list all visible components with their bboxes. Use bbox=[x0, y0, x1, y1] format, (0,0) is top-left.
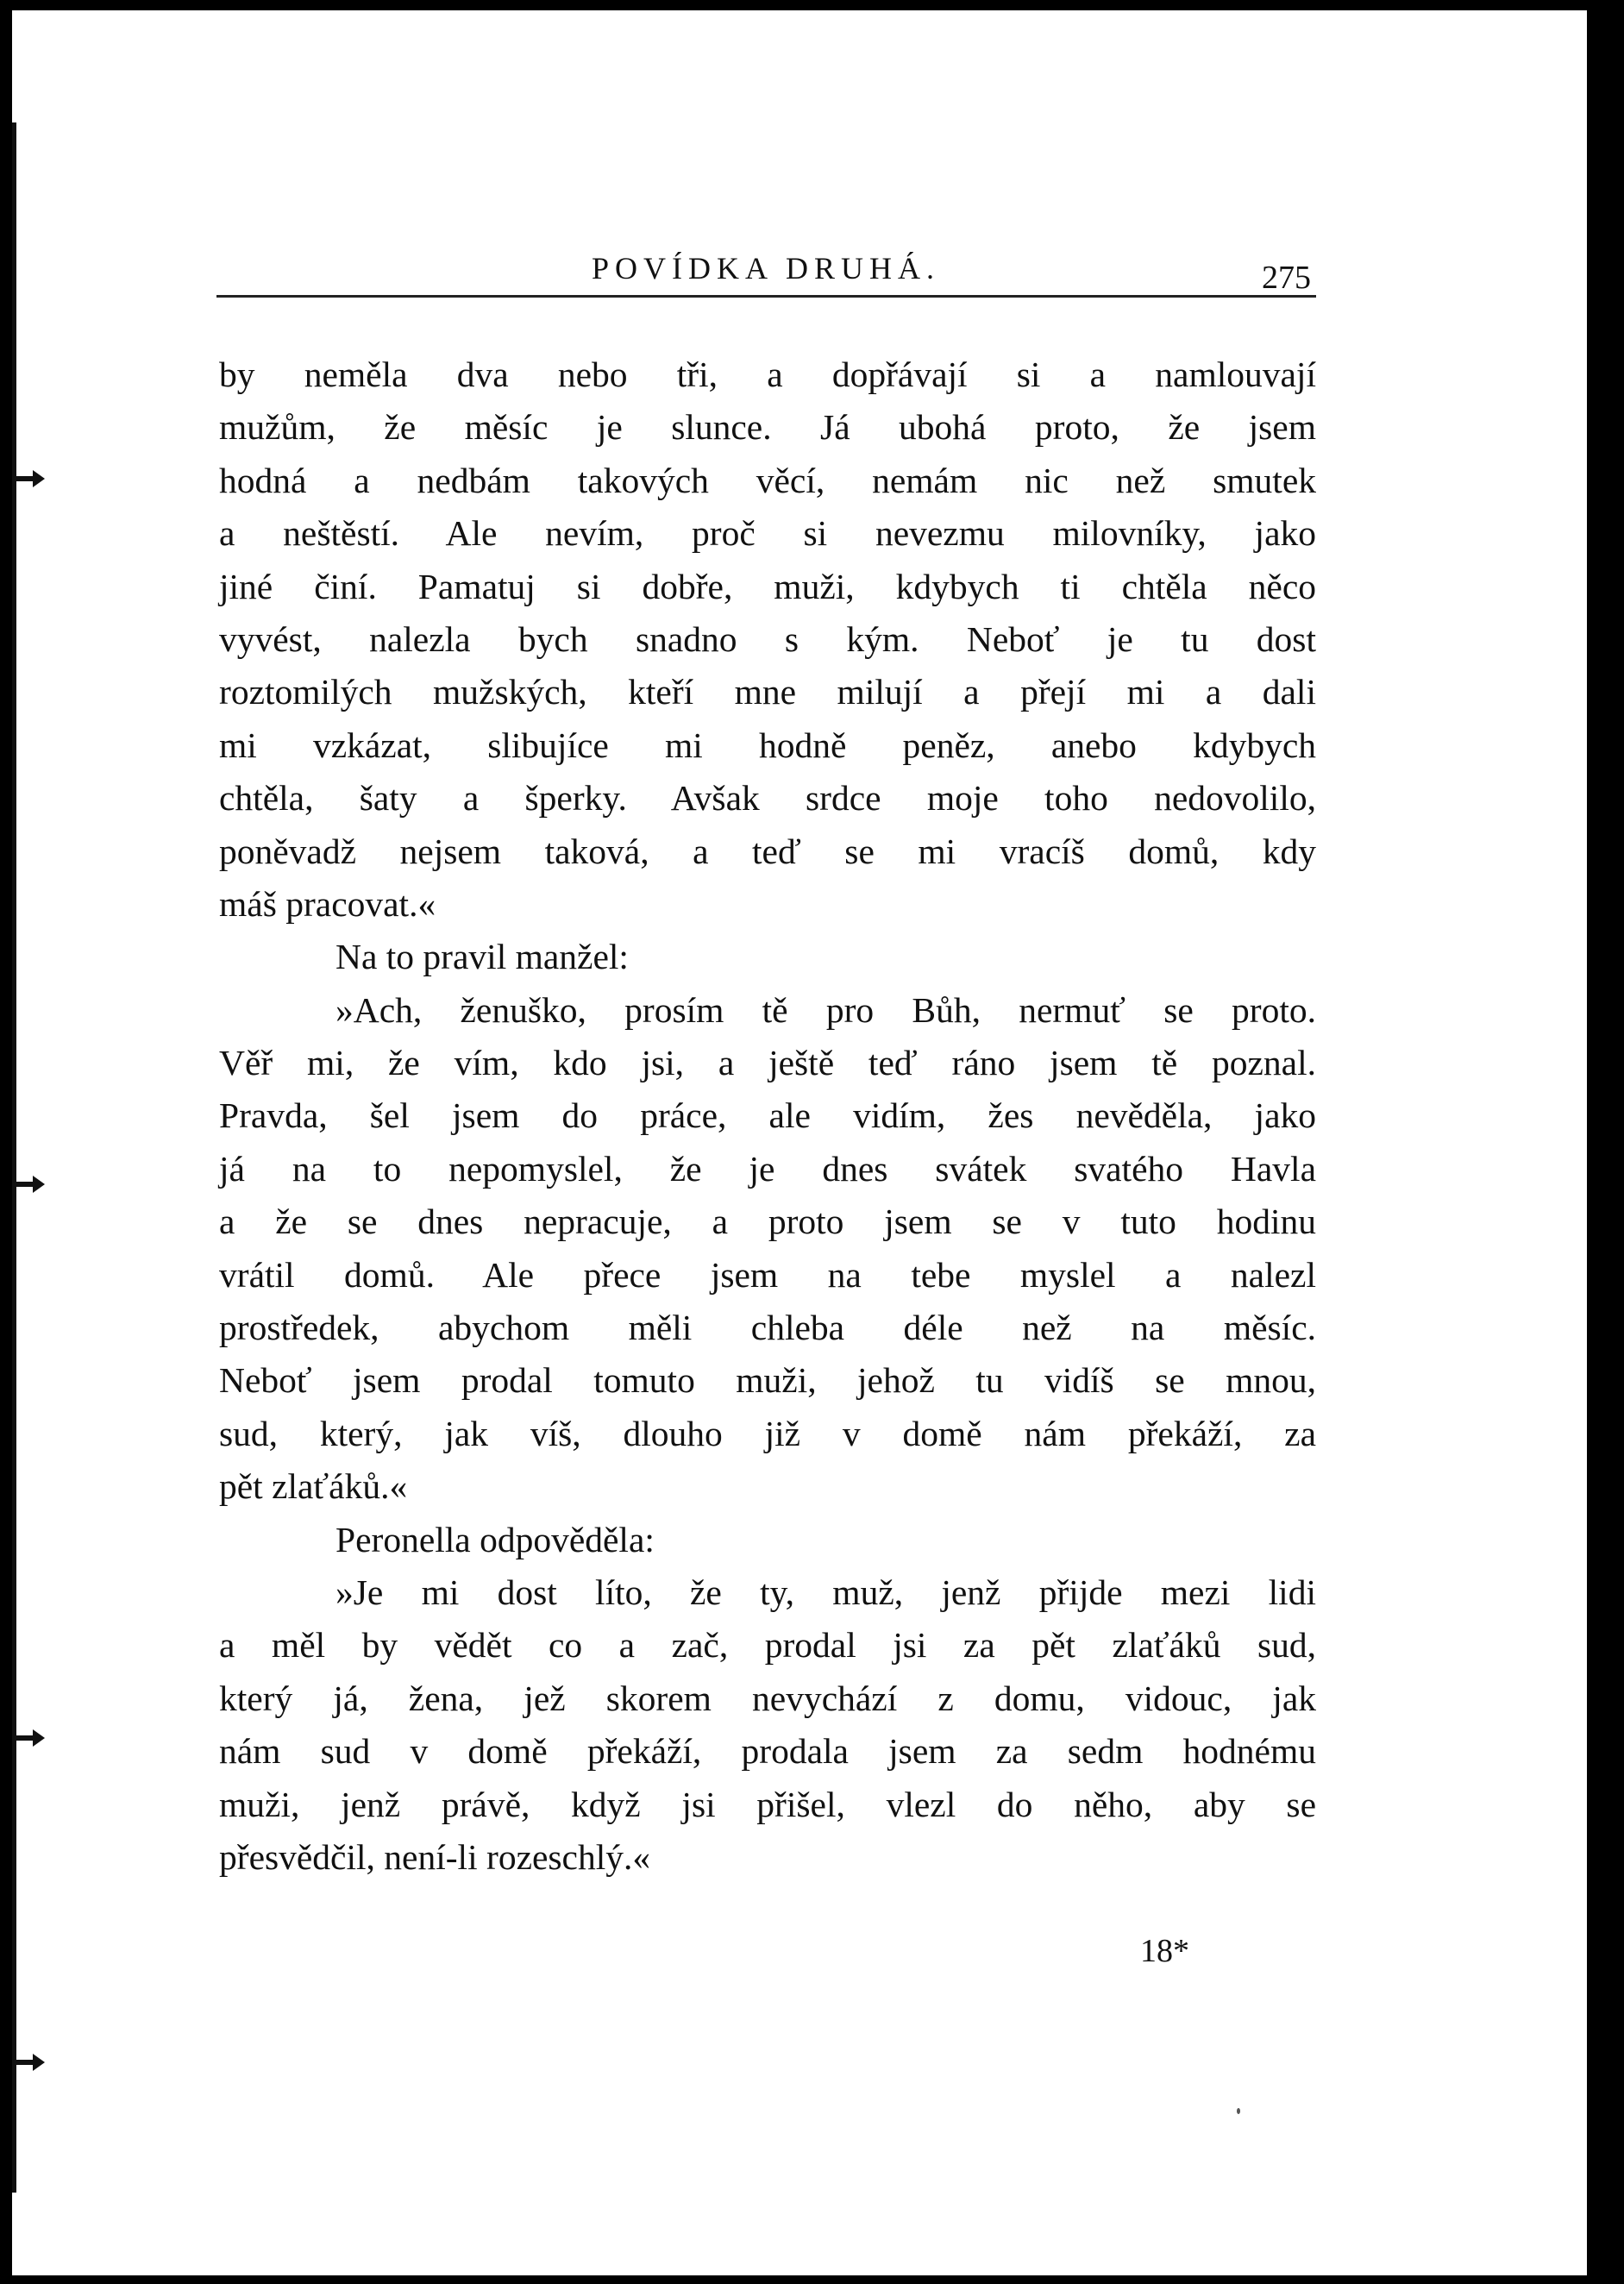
page-number: 275 bbox=[1262, 260, 1311, 296]
text-line: máš pracovat.« bbox=[219, 883, 436, 924]
page-header bbox=[216, 243, 1316, 298]
text-line: vyvést, nalezla bych snadno s kým. Neboť je tu dost bbox=[219, 618, 1316, 659]
text-line: »Ach, ženuško, prosím tě pro Bůh, nermuť se proto. bbox=[335, 989, 1316, 1030]
text-line: já na to nepomyslel, že je dnes svátek svatého Havla bbox=[219, 1148, 1316, 1189]
text-line: který já, žena, jež skorem nevychází z domu, vidouc, jak bbox=[219, 1678, 1316, 1718]
printer-signature-mark: 18* bbox=[1140, 1933, 1189, 1969]
text-line: hodná a nedbám takových věcí, nemám nic než smutek bbox=[219, 460, 1316, 500]
book-page bbox=[12, 10, 1587, 2275]
text-line: muži, jenž právě, když jsi přišel, vlezl do něho, aby se bbox=[219, 1784, 1316, 1824]
binding-tick bbox=[12, 2060, 36, 2065]
text-line: Pravda, šel jsem do práce, ale vidím, žes nevěděla, jako bbox=[219, 1095, 1316, 1136]
text-line: přesvědčil, není-li rozeschlý.« bbox=[219, 1836, 651, 1877]
text-line: Na to pravil manžel: bbox=[335, 937, 629, 977]
text-line: mi vzkázat, slibujíce mi hodně peněz, anebo kdybych bbox=[219, 725, 1316, 765]
text-line: jiné činí. Pamatuj si dobře, muži, kdybych ti chtěla něco bbox=[219, 566, 1316, 606]
text-line: sud, který, jak víš, dlouho již v domě nám překáží, za bbox=[219, 1413, 1316, 1453]
binding-edge bbox=[12, 122, 16, 2193]
text-line: prostředek, abychom měli chleba déle než na měsíc. bbox=[219, 1308, 1316, 1348]
text-line: chtěla, šaty a šperky. Avšak srdce moje toho nedovolilo, bbox=[219, 778, 1316, 819]
text-line: »Je mi dost líto, že ty, muž, jenž přijde mezi lidi bbox=[335, 1572, 1316, 1612]
text-line: by neměla dva nebo tři, a dopřávají si a namlouvají bbox=[219, 355, 1316, 394]
text-line: Peronella odpověděla: bbox=[335, 1519, 655, 1559]
running-title: POVÍDKA DRUHÁ. bbox=[592, 251, 941, 286]
text-line: a měl by vědět co a zač, prodal jsi za pět zlaťáků sud, bbox=[219, 1625, 1316, 1666]
text-line: a neštěstí. Ale nevím, proč si nevezmu milovníky, jako bbox=[219, 513, 1316, 554]
text-line: Neboť jsem prodal tomuto muži, jehož tu vidíš se mnou, bbox=[219, 1360, 1316, 1401]
text-line: pět zlaťáků.« bbox=[219, 1466, 408, 1507]
text-line: a že se dnes nepracuje, a proto jsem se v tuto hodinu bbox=[219, 1202, 1316, 1242]
text-line: poněvadž nejsem taková, a teď se mi vracíš domů, kdy bbox=[219, 831, 1316, 871]
text-line: Věř mi, že vím, kdo jsi, a ještě teď ráno jsem tě poznal. bbox=[219, 1043, 1316, 1083]
body-text bbox=[219, 348, 1316, 1884]
binding-tick bbox=[12, 476, 36, 481]
binding-tick bbox=[12, 1182, 36, 1187]
text-line: vrátil domů. Ale přece jsem na tebe myslel a nalezl bbox=[219, 1254, 1316, 1295]
text-line: mužům, že měsíc je slunce. Já ubohá proto, že jsem bbox=[219, 407, 1316, 448]
binding-tick bbox=[12, 1735, 36, 1741]
text-line: nám sud v domě překáží, prodala jsem za sedm hodnému bbox=[219, 1731, 1316, 1772]
text-line: roztomilých mužských, kteří mne milují a přejí mi a dali bbox=[219, 672, 1316, 712]
paper-speck bbox=[1237, 2108, 1240, 2114]
